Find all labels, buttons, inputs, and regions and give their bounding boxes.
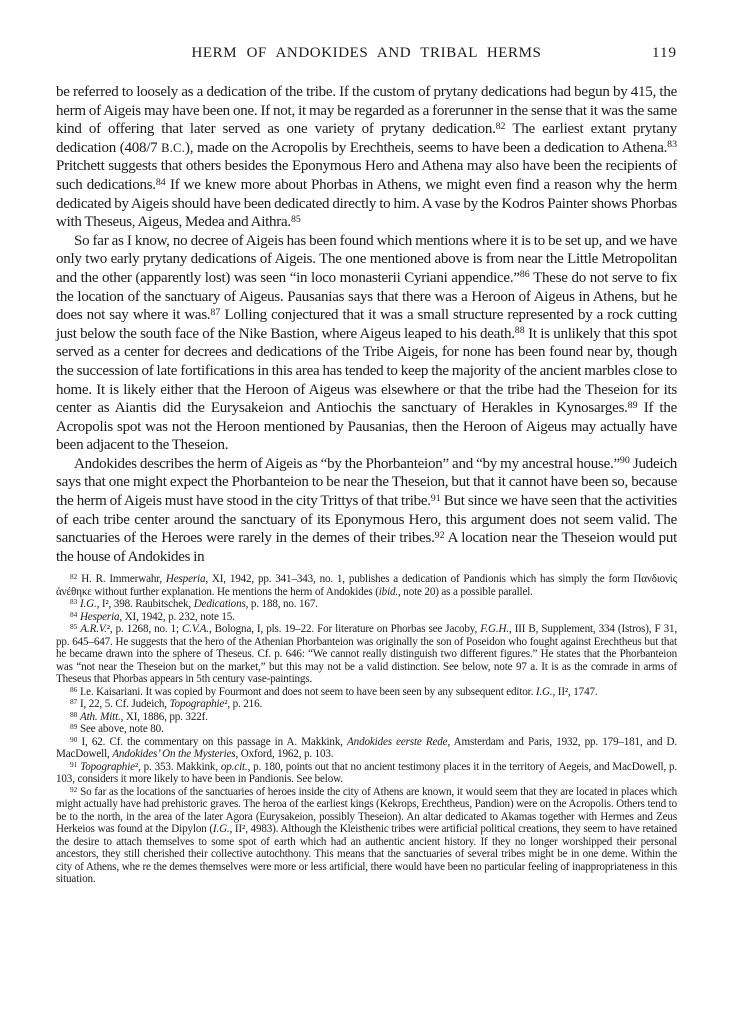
footnote-85: $^{85}$ A.R.V.², p. 1268, no. 1; C.V.A., Bologna, I, pls. 19–22. For literature on Phorbas see Jacoby, F.G.H., III B, Supplement, 334 (Istros), F 31, pp. 645–647. He suggests that the hero of the Athenian Phorbanteion was originally the son of Poseidon who fought against Erechtheus but that he became drawn into the sphere of Theseus. Cf. p. 646: “We cannot really distinguish two different figures.” He states that the Phorbanteion was “not near the Theseion but on the market,” but this may not be a valid distinction. See below, note 97 a. It is as the comrade in arms of Theseus that Phorbas appears in 5th century vase-paintings. bbox=[56, 622, 677, 686]
footnote-reference: 88 bbox=[514, 325, 525, 337]
paragraph: be referred to loosely as a dedication of the tribe. If the custom of prytany dedications had begun by 415, the herm of Aigeis may have been one. If not, it may be regarded as a forerunner in the sense that it was the same kind of offering that later served as one variety of prytany dedication.$^{82}$ The earliest extant prytany dedication (408/7 B.C.), made on the Acropolis by Erechtheis, seems to have been a dedication to Athena.$^{83}$ Pritchett suggests that others besides the Eponymous Hero and Athena may also have been the recipients of such dedications.$^{84}$ If we knew more about Phorbas in Athens, we might even find a reason why the herm dedicated by Aigeis should have been dedicated directly to him. A vase by the Kodros Painter shows Phorbas with Theseus, Aigeus, Medea and Aithra.$^{85}$ bbox=[56, 84, 678, 231]
footnote-89: $^{89}$ See above, note 80. bbox=[70, 722, 164, 736]
text-block bbox=[56, 45, 677, 886]
paragraph: So far as I know, no decree of Aigeis has been found which mentions where it is to be set up, and we have only two early prytany dedications of Aigeis. The one mentioned above is from near the Little Metropolitan and the other (apparently lost) was seen “in loco monasterii Cyriani appendice.”$^{86}$ These do not serve to fix the location of the sanctuary of Aigeus. Pausanias says that there was a Heroon of Aigeus in Athens, but he does not say where it was.$^{87}$ Lolling conjectured that it was a small structure represented by a rock cutting just below the south face of the Nike Bastion, where Aigeus leaped to his death.$^{88}$ It is unlikely that this spot served as a center for decrees and dedications of the Tribe Aigeis, for none has been found near by, though the succession of late fortifications in this area has tended to keep the majority of the ancient marbles close to home. It is likely either that the Heroon of Aigeus was elsewhere or that the tribe had the Theseion for its center as Aiantis did the Eurysakeion and Antiochis the sanctuary of Herakles in Kynosarges.$^{89}$ If the Acropolis spot was not the Heroon mentioned by Pausanias, then the Heroon of Aigeus may actually have been adjacent to the Theseion. bbox=[56, 232, 677, 454]
footnote-92: $^{92}$ So far as the locations of the sanctuaries of heroes inside the city of Athens are known, it would seem that they are located in places which might actually have had prehistoric graves. The heroa of the earliest kings (Kekrops, Erechtheus, Pandion) were on the Acropolis. Others tend to be to the north, in the area of the later Agora (Eurysakeion, possibly Theseion). An altar dedicated to Akamas together with Hermes and Zeus Herkeios was found at the Dipylon (I.G., II², 4983). Although the Kleisthenic tribes were artificial political creations, they seem to have retained the desire to attach themselves to some spot of earth which had an authentic ancient history. If they no longer worshipped their personal ancestors, they still cherished their collective autochthony. This means that the sanctuaries of several tribes might be in one deme. Within the city of Athens, whe re the demes themselves were more or less artificial, there would have been no particular feeling of inappropriateness in this situation. bbox=[56, 784, 677, 886]
body-text bbox=[56, 83, 677, 566]
footnote-number: 86 bbox=[70, 684, 78, 694]
footnote-reference: 83 bbox=[667, 139, 677, 151]
footnote-reference: 84 bbox=[155, 176, 166, 188]
footnote-number: 85 bbox=[70, 622, 78, 632]
paragraph: Andokides describes the herm of Aigeis as “by the Phorbanteion” and “by my ancestral house.”$^{90}$ Judeich says that one might expect the Phorbanteion to be near the Theseion, but that it cannot have been so, because the herm of Aigeis must have stood in the city Trittys of that tribe.$^{91}$ But since we have seen that the activities of each tribe center around the sanctuary of its Eponymous Hero, this argument does not seem valid. The sanctuaries of the Heroes were rarely in the demes of their tribes.$^{92}$ A location near the Theseion would put the house of Andokides in bbox=[56, 455, 677, 565]
footnote-83: $^{83}$ I.G., I², 398. Raubitschek, Dedications, p. 188, no. 167. bbox=[70, 597, 318, 611]
footnote-number: 87 bbox=[70, 697, 78, 707]
footnote-84: $^{84}$ Hesperia, XI, 1942, p. 232, note 15. bbox=[70, 609, 235, 623]
footnote-reference: 82 bbox=[495, 120, 506, 132]
footnote-number: 92 bbox=[70, 784, 78, 794]
footnote-82: $^{82}$ H. R. Immerwahr, Hesperia, XI, 1942, pp. 341–343, no. 1, publishes a dedication of Pandionis which has simply the form Πανδιονὶς ἀνέθηκε without further explanation. He mentions the herm of Andokides (ibid., note 20) as a possible parallel. bbox=[56, 572, 677, 598]
footnote-number: 88 bbox=[70, 709, 78, 719]
footnote-reference: 86 bbox=[519, 269, 530, 281]
footnote-87: $^{87}$ I, 22, 5. Cf. Judeich, Topographie², p. 216. bbox=[70, 697, 263, 711]
running-head bbox=[56, 45, 677, 62]
footnote-number: 83 bbox=[70, 597, 78, 607]
footnote-reference: 90 bbox=[619, 455, 630, 467]
page-number: 119 bbox=[652, 45, 677, 61]
footnote-91: $^{91}$ Topographie², p. 353. Makkink, op.cit., p. 180, points out that no ancient testimony places it in the territory of Aegeis, and MacDowell, p. 103, considers it more likely to have been in Pandionis. See below. bbox=[56, 759, 678, 786]
footnote-number: 82 bbox=[70, 572, 78, 582]
footnotes bbox=[56, 573, 677, 886]
footnote-reference: 89 bbox=[627, 399, 638, 411]
footnote-number: 90 bbox=[70, 734, 78, 744]
footnote-reference: 92 bbox=[434, 529, 445, 541]
footnote-90: $^{90}$ I, 62. Cf. the commentary on this passage in A. Makkink, Andokides eerste Rede, Amsterdam and Paris, 1932, pp. 179–181, and D. MacDowell, Andokides’ On the Mysteries, Oxford, 1962, p. 103. bbox=[56, 734, 678, 761]
footnote-number: 89 bbox=[70, 722, 78, 732]
page-title: HERM OF ANDOKIDES AND TRIBAL HERMS bbox=[191, 45, 542, 61]
footnote-number: 91 bbox=[70, 759, 78, 769]
footnote-88: $^{88}$ Ath. Mitt., XI, 1886, pp. 322f. bbox=[70, 709, 208, 723]
footnote-reference: 87 bbox=[210, 306, 221, 318]
footnote-reference: 91 bbox=[430, 492, 441, 504]
footnote-number: 84 bbox=[70, 609, 78, 619]
footnote-reference: 85 bbox=[290, 213, 301, 225]
footnote-86: $^{86}$ I.e. Kaisariani. It was copied by Fourmont and does not seem to have been seen by any subsequent editor. I.G., II², 1747. bbox=[70, 684, 598, 698]
